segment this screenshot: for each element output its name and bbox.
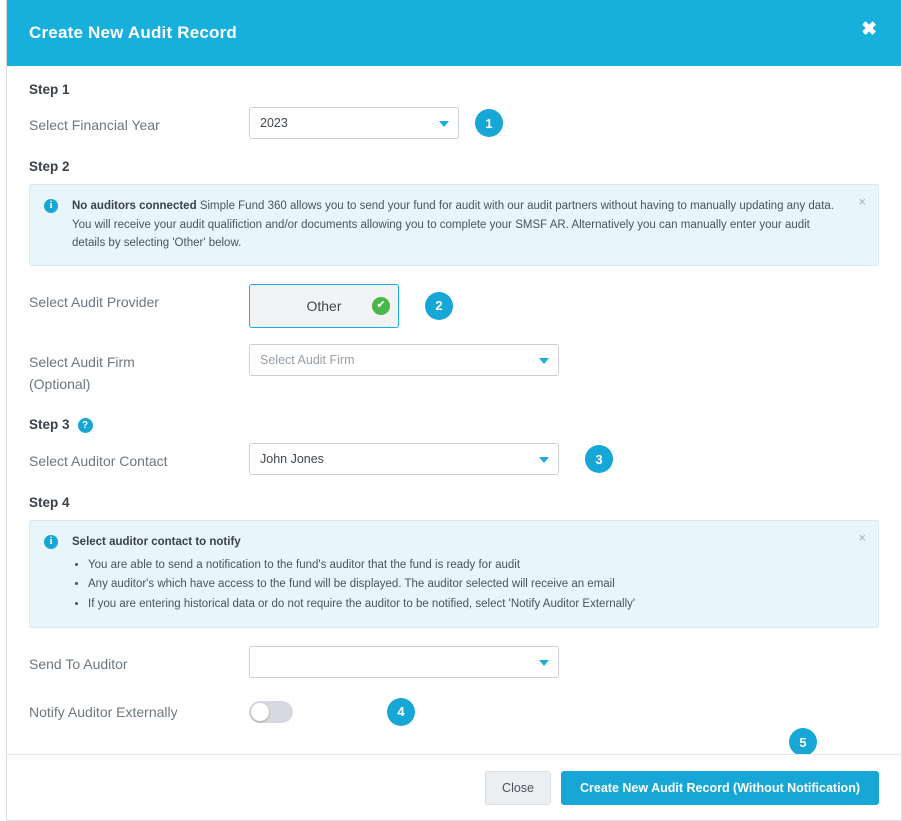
notify-externally-label: Notify Auditor Externally — [29, 703, 178, 720]
alert-close-icon[interactable]: × — [858, 530, 866, 546]
financial-year-label: Select Financial Year — [29, 117, 160, 133]
modal-footer — [7, 754, 901, 820]
step-1-label: Step 1 — [29, 82, 70, 97]
chevron-down-icon — [539, 358, 549, 364]
toggle-knob — [251, 703, 269, 721]
notify-externally-row — [29, 694, 879, 726]
send-to-auditor-label: Send To Auditor — [29, 655, 128, 672]
info-icon: i — [44, 199, 58, 213]
list-item: • You are able to send a notification to the fund's auditor that the fund is ready for audit — [88, 556, 844, 575]
callout-badge-4: 4 — [387, 698, 415, 726]
callout-badge-3: 3 — [585, 445, 613, 473]
callout-badge-1: 1 — [475, 109, 503, 137]
send-to-auditor-select[interactable] — [249, 646, 559, 678]
audit-firm-placeholder: Select Audit Firm — [260, 352, 355, 367]
modal-body — [7, 66, 901, 820]
financial-year-row — [29, 107, 879, 139]
modal-header — [7, 0, 901, 66]
check-circle-icon: ✔ — [372, 297, 390, 315]
financial-year-select[interactable] — [249, 107, 459, 139]
close-button[interactable]: Close — [485, 771, 551, 805]
audit-firm-label-line1: Select Audit Firm — [29, 353, 135, 370]
callout-badge-5: 5 — [789, 728, 817, 756]
list-item: • If you are entering historical data or do not require the auditor to be notified, select 'Notify Auditor Externally' — [88, 595, 844, 614]
modal-title: Create New Audit Record — [29, 23, 238, 42]
step-4-label: Step 4 — [29, 495, 70, 511]
list-item: • Any auditor's which have access to the fund will be displayed. The auditor selected will receive an email — [88, 575, 844, 594]
info-icon: i — [44, 535, 58, 549]
audit-provider-tile-label: Other — [306, 297, 342, 314]
no-auditors-alert-body: Simple Fund 360 allows you to send your fund for audit with our audit partners without having to manually updating any data. You will receive your audit qualifiction and/or documents allowing you to complete your SMSF AR. Alternatively you can manually enter your audit details by selecting 'Other' below. — [72, 200, 834, 250]
audit-firm-row — [29, 344, 879, 395]
chevron-down-icon — [539, 457, 549, 463]
send-to-auditor-row — [29, 646, 879, 678]
create-audit-record-modal — [6, 0, 902, 821]
close-icon[interactable]: ✖ — [857, 16, 881, 43]
audit-provider-label: Select Audit Provider — [29, 293, 159, 310]
notify-contact-alert-title: Select auditor contact to notify — [72, 536, 241, 549]
step-2-label: Step 2 — [29, 159, 70, 174]
create-audit-record-button[interactable]: Create New Audit Record (Without Notification) — [561, 771, 879, 805]
step-3-label — [29, 417, 879, 433]
notify-auditor-externally-toggle[interactable] — [249, 701, 293, 723]
auditor-contact-label: Select Auditor Contact — [29, 453, 168, 470]
audit-provider-other-tile[interactable] — [249, 284, 399, 328]
no-auditors-alert — [29, 184, 879, 266]
auditor-contact-value: John Jones — [260, 452, 324, 467]
chevron-down-icon — [439, 121, 449, 127]
no-auditors-alert-title: No auditors connected — [72, 200, 197, 212]
auditor-contact-row — [29, 443, 879, 475]
help-icon[interactable]: ? — [78, 418, 93, 433]
notify-contact-alert — [29, 520, 879, 628]
audit-firm-select[interactable] — [249, 344, 559, 376]
financial-year-value: 2023 — [260, 116, 288, 130]
chevron-down-icon — [539, 660, 549, 666]
audit-firm-label-line2: (Optional) — [29, 375, 91, 392]
notify-contact-alert-bullets — [72, 556, 844, 614]
audit-firm-label — [29, 344, 249, 395]
step-3-text: Step 3 — [29, 417, 70, 433]
alert-close-icon[interactable]: × — [858, 194, 866, 209]
audit-provider-row — [29, 284, 879, 328]
auditor-contact-select[interactable] — [249, 443, 559, 475]
callout-badge-2: 2 — [425, 292, 453, 320]
